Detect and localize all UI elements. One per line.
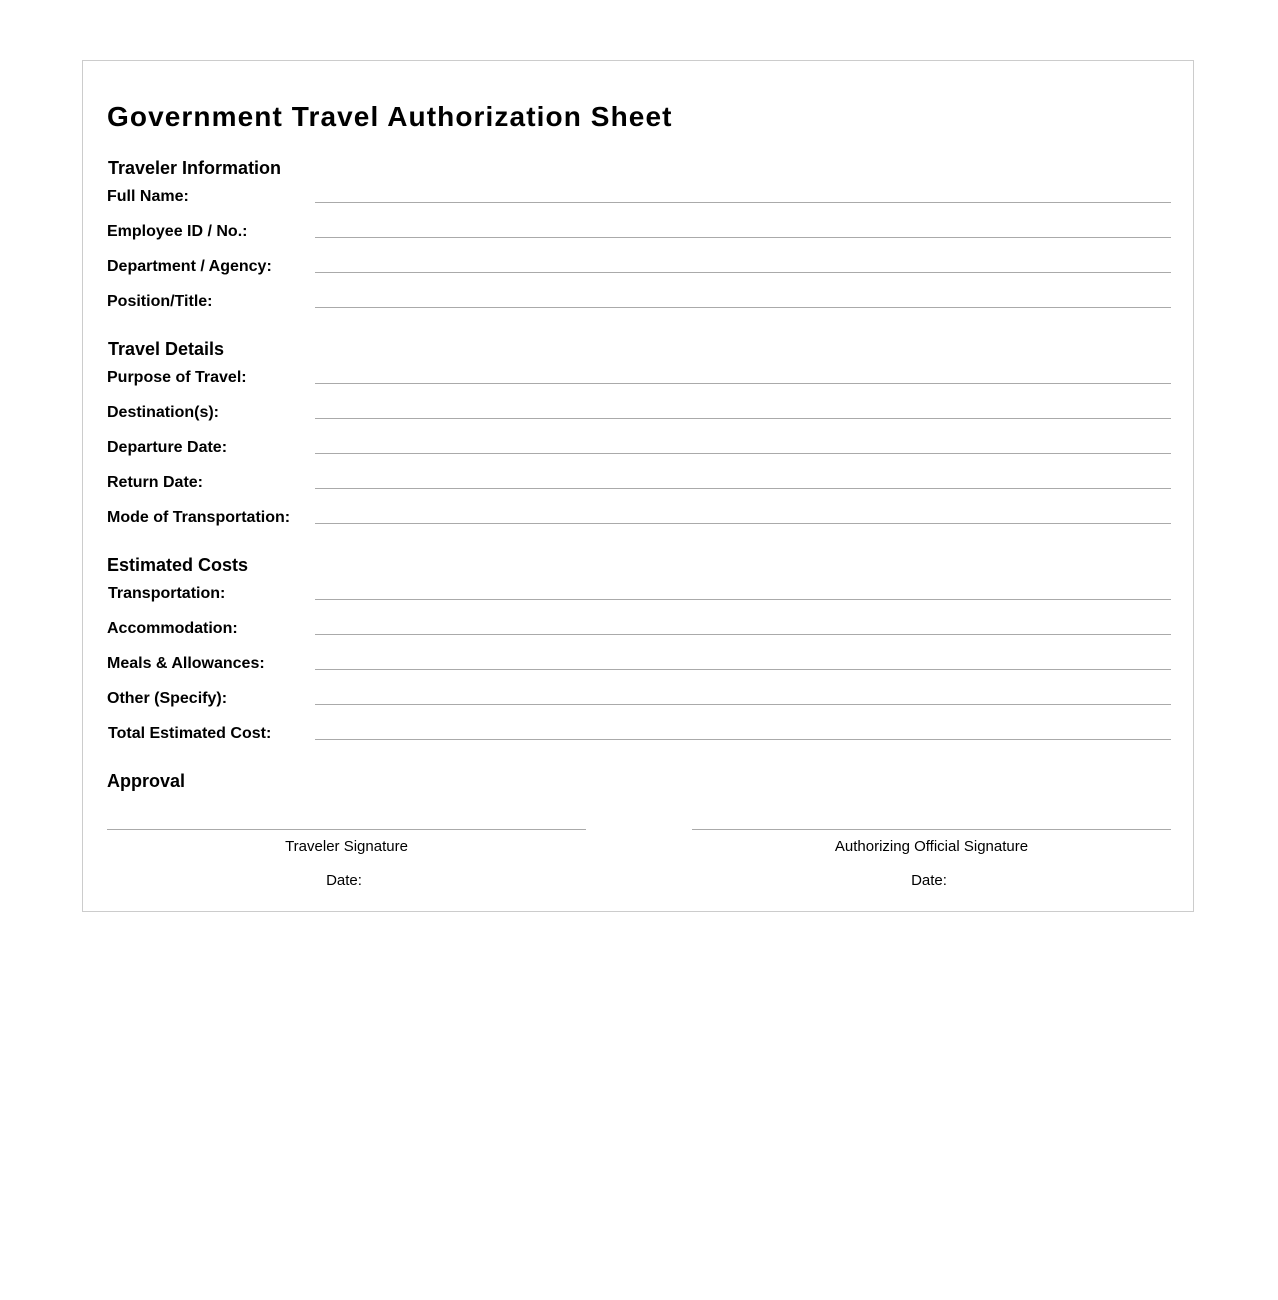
traveler-date-label: Date: (326, 872, 362, 889)
transportation-cost-input-line[interactable] (315, 599, 1171, 600)
field-label: Mode of Transportation: (107, 509, 291, 526)
field-meals-allowances (107, 655, 1171, 690)
field-label: Meals & Allowances: (107, 655, 265, 672)
position-title-input-line[interactable] (315, 307, 1171, 308)
traveler-signature-caption: Traveler Signature (285, 838, 408, 855)
field-purpose-of-travel (107, 369, 1171, 404)
field-label: Transportation: (108, 585, 226, 602)
field-total-estimated-cost (107, 725, 1171, 760)
field-mode-of-transportation (107, 509, 1171, 544)
section-title-travel-details: Travel Details (108, 339, 225, 359)
section-title-approval: Approval (107, 771, 186, 791)
field-accommodation-cost (107, 620, 1171, 655)
field-label: Department / Agency: (107, 258, 272, 275)
field-label: Full Name: (107, 188, 189, 205)
section-title-estimated-costs: Estimated Costs (107, 555, 249, 575)
section-title-traveler-information: Traveler Information (108, 158, 282, 178)
departure-date-input-line[interactable] (315, 453, 1171, 454)
authorizing-official-signature-line[interactable] (692, 829, 1171, 830)
full-name-input-line[interactable] (315, 202, 1171, 203)
field-department-agency (107, 258, 1171, 293)
field-other-specify (107, 690, 1171, 725)
field-return-date (107, 474, 1171, 509)
accommodation-cost-input-line[interactable] (315, 634, 1171, 635)
field-label: Accommodation: (107, 620, 238, 637)
total-estimated-cost-input-line[interactable] (315, 739, 1171, 740)
authorizing-official-signature-caption: Authorizing Official Signature (834, 838, 1029, 855)
mode-of-transportation-input-line[interactable] (315, 523, 1171, 524)
meals-allowances-input-line[interactable] (315, 669, 1171, 670)
field-label: Employee ID / No.: (107, 223, 248, 240)
traveler-signature-line[interactable] (107, 829, 586, 830)
department-agency-input-line[interactable] (315, 272, 1171, 273)
return-date-input-line[interactable] (315, 488, 1171, 489)
field-label: Destination(s): (107, 404, 219, 421)
field-label: Total Estimated Cost: (108, 725, 272, 742)
field-employee-id (107, 223, 1171, 258)
field-label: Other (Specify): (107, 690, 228, 707)
field-destinations (107, 404, 1171, 439)
field-label: Position/Title: (107, 293, 213, 310)
employee-id-input-line[interactable] (315, 237, 1171, 238)
field-position-title (107, 293, 1171, 328)
destinations-input-line[interactable] (315, 418, 1171, 419)
travel-authorization-sheet (82, 60, 1194, 912)
field-departure-date (107, 439, 1171, 474)
field-label: Departure Date: (107, 439, 228, 456)
authorizing-official-date-label: Date: (911, 872, 947, 889)
field-transportation-cost (107, 585, 1171, 620)
purpose-of-travel-input-line[interactable] (315, 383, 1171, 384)
other-specify-input-line[interactable] (315, 704, 1171, 705)
field-label: Purpose of Travel: (107, 369, 247, 386)
field-full-name (107, 188, 1171, 223)
page-title: Government Travel Authorization Sheet (107, 101, 673, 132)
field-label: Return Date: (107, 474, 204, 491)
